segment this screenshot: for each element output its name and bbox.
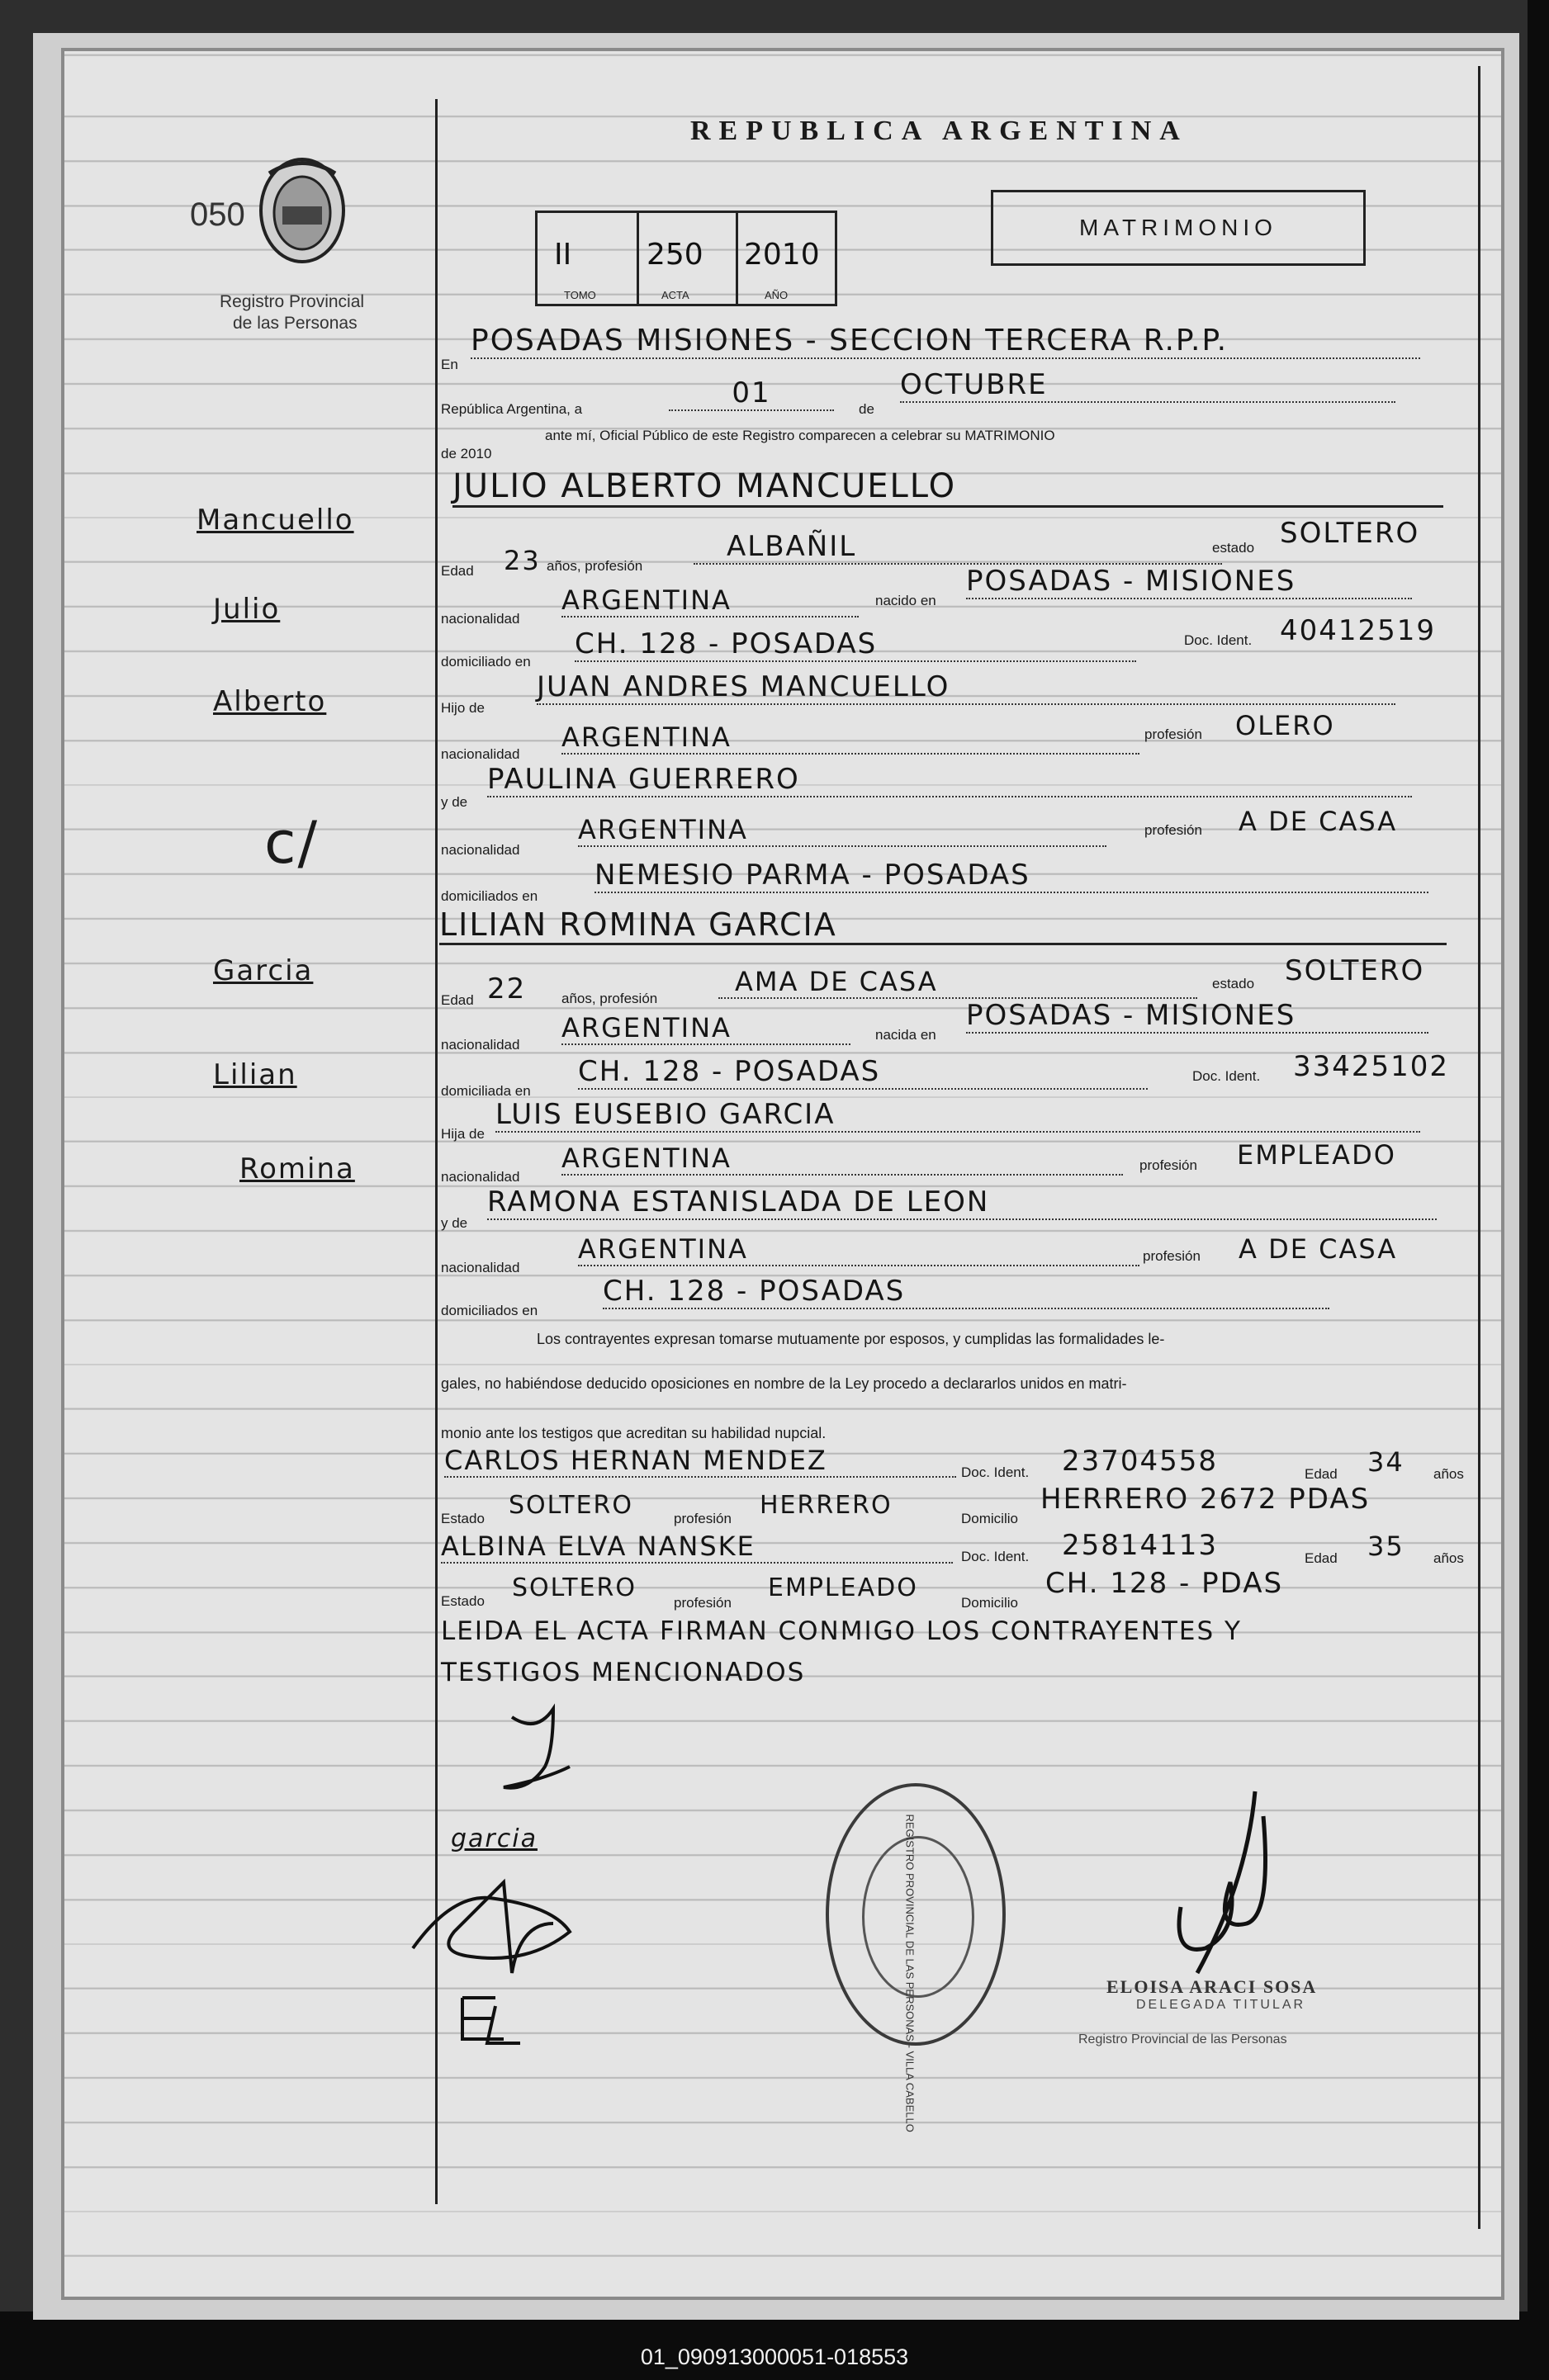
bride-father-nac-label: nacionalidad [441, 1169, 520, 1185]
bride-mother: RAMONA ESTANISLADA DE LEON [487, 1185, 1437, 1220]
witness2-doc: 25814113 [1062, 1529, 1219, 1562]
stamp-text: REGISTRO PROVINCIAL DE LAS PERSONAS - VILLA CABELLO [903, 1814, 917, 2132]
witness1-signature-icon [405, 1874, 586, 1990]
witness2-anos-label: años [1433, 1550, 1464, 1566]
act-type-box: MATRIMONIO [991, 190, 1366, 266]
groom-nationality: ARGENTINA [561, 584, 859, 617]
bride-mother-profession: A DE CASA [1239, 1233, 1398, 1265]
witness1-address: HERRERO 2672 PDAS [1040, 1483, 1371, 1516]
witness1-profession: HERRERO [760, 1491, 893, 1520]
record-box [535, 211, 837, 306]
witness2-signature-icon [446, 1990, 537, 2056]
bride-age: 22 [487, 972, 527, 1005]
witness1-age: 34 [1367, 1446, 1405, 1478]
witness1-edad-label: Edad [1305, 1466, 1338, 1482]
coat-of-arms-icon [244, 149, 360, 272]
bride-name: LILIAN ROMINA GARCIA [439, 906, 1447, 945]
witness2-age: 35 [1367, 1531, 1405, 1562]
place-field: POSADAS MISIONES - SECCION TERCERA R.P.P. [471, 324, 1420, 359]
groom-born: POSADAS - MISIONES [966, 565, 1412, 599]
comparecen-text: ante mí, Oficial Público de este Registro comparecen a celebrar su MATRIMONIO [545, 428, 1055, 443]
bride-address: CH. 128 - POSADAS [578, 1055, 1148, 1090]
witness2-domicilio-label: Domicilio [961, 1595, 1018, 1611]
groom-name: JULIO ALBERTO MANCUELLO [452, 467, 1443, 508]
groom-parents-address: NEMESIO PARMA - POSADAS [594, 859, 1428, 893]
margin-groom-first: Julio [213, 593, 281, 626]
declaration-line-3: monio ante los testigos que acreditan su habilidad nupcial. [441, 1425, 827, 1441]
bride-parents-address: CH. 128 - POSADAS [603, 1275, 1329, 1309]
tomo-label: TOMO [564, 289, 596, 301]
witness1-estado: SOLTERO [509, 1491, 633, 1520]
witness1-doc: 23704558 [1062, 1445, 1219, 1478]
registry-name-2: de las Personas [233, 314, 358, 333]
groom-mother: PAULINA GUERRERO [487, 763, 1412, 797]
groom-father: JUAN ANDRES MANCUELLO [537, 670, 1395, 705]
witness1-profesion-label: profesión [674, 1511, 732, 1526]
bride-signature: garcia [451, 1824, 538, 1853]
day-field: 01 [669, 376, 834, 411]
country-title: REPUBLICA ARGENTINA [690, 116, 1188, 146]
acta-value: 250 [647, 238, 703, 272]
groom-father-nac-label: nacionalidad [441, 746, 520, 762]
en-label: En [441, 357, 458, 372]
groom-edad-label: Edad [441, 563, 474, 579]
bride-father-prof-label: profesión [1139, 1157, 1197, 1173]
groom-profesion-label: años, profesión [547, 558, 643, 574]
groom-mother-nationality: ARGENTINA [578, 814, 1106, 847]
groom-estado-label: estado [1212, 540, 1255, 556]
closing-line-2: TESTIGOS MENCIONADOS [441, 1658, 806, 1687]
groom-doc-label: Doc. Ident. [1184, 632, 1253, 648]
bride-nac-label: nacionalidad [441, 1037, 520, 1053]
bride-hija-label: Hija de [441, 1126, 485, 1142]
declaration-line-1: Los contrayentes expresan tomarse mutuamente por esposos, y cumplidas las formalidades le- [537, 1331, 1165, 1347]
groom-dom-label: domiciliado en [441, 654, 531, 670]
groom-yde-label: y de [441, 794, 468, 810]
bride-father-profession: EMPLEADO [1237, 1139, 1396, 1171]
groom-hijo-label: Hijo de [441, 700, 485, 716]
groom-address: CH. 128 - POSADAS [575, 627, 1136, 662]
witness1-domicilio-label: Domicilio [961, 1511, 1018, 1526]
margin-groom-middle: Alberto [213, 685, 327, 718]
file-id: 01_090913000051-018553 [640, 2345, 909, 2369]
groom-doc: 40412519 [1280, 614, 1437, 647]
bride-mother-prof-label: profesión [1143, 1248, 1201, 1264]
acta-label: ACTA [661, 289, 689, 301]
anio-value: 2010 [744, 238, 820, 272]
witness2-doc-label: Doc. Ident. [961, 1549, 1030, 1564]
witness2-estado: SOLTERO [512, 1573, 637, 1602]
witness2-name: ALBINA ELVA NANSKE [441, 1531, 953, 1564]
groom-father-profession: OLERO [1235, 710, 1335, 741]
official-name: ELOISA ARACI SOSA [1106, 1976, 1318, 1997]
anio-label: AÑO [765, 289, 789, 301]
bride-estado-label: estado [1212, 976, 1255, 991]
bride-edad-label: Edad [441, 992, 474, 1008]
official-title: DELEGADA TITULAR [1136, 1998, 1306, 2012]
margin-bride-middle: Romina [239, 1152, 355, 1185]
bride-profesion-label: años, profesión [561, 991, 658, 1006]
bride-doc: 33425102 [1293, 1050, 1450, 1083]
groom-mother-prof-label: profesión [1144, 822, 1202, 838]
tomo-value: II [554, 238, 572, 272]
groom-father-prof-label: profesión [1144, 726, 1202, 742]
witness1-estado-label: Estado [441, 1511, 485, 1526]
witness1-doc-label: Doc. Ident. [961, 1464, 1030, 1480]
bride-nationality: ARGENTINA [561, 1012, 850, 1045]
bride-parents-dom-label: domiciliados en [441, 1303, 538, 1318]
groom-mother-profession: A DE CASA [1239, 806, 1398, 837]
witness2-profession: EMPLEADO [768, 1573, 918, 1602]
margin-bride-first: Lilian [213, 1058, 297, 1091]
groom-estado: SOLTERO [1280, 517, 1420, 550]
margin-bride-surname: Garcia [213, 954, 314, 987]
declaration-line-2: gales, no habiéndose deducido oposiciones en nombre de la Ley procedo a declararlos unidos en matri- [441, 1375, 1127, 1392]
groom-mother-nac-label: nacionalidad [441, 842, 520, 858]
groom-parents-dom-label: domiciliados en [441, 888, 538, 904]
witness2-estado-label: Estado [441, 1593, 485, 1609]
official-signature-icon [1148, 1783, 1288, 1998]
groom-nac-label: nacionalidad [441, 611, 520, 627]
bride-dom-label: domiciliada en [441, 1083, 531, 1099]
bride-yde-label: y de [441, 1215, 468, 1231]
bride-mother-nac-label: nacionalidad [441, 1260, 520, 1275]
groom-father-nationality: ARGENTINA [561, 722, 1139, 755]
margin-groom-surname: Mancuello [197, 504, 354, 537]
margin-conj: c/ [264, 809, 320, 877]
year-label: de 2010 [441, 446, 492, 461]
closing-line-1: LEIDA EL ACTA FIRMAN CONMIGO LOS CONTRAYENTES Y [441, 1616, 1242, 1646]
bride-estado: SOLTERO [1285, 954, 1425, 987]
right-border [1478, 66, 1480, 2229]
bride-born: POSADAS - MISIONES [966, 999, 1428, 1034]
witness2-address: CH. 128 - PDAS [1045, 1567, 1284, 1600]
bride-profession: AMA DE CASA [718, 966, 1197, 999]
groom-signature-icon [495, 1701, 611, 1800]
official-office: Registro Provincial de las Personas [1078, 2032, 1287, 2046]
witness2-profesion-label: profesión [674, 1595, 732, 1611]
month-field: OCTUBRE [900, 368, 1395, 403]
bride-father: LUIS EUSEBIO GARCIA [495, 1098, 1420, 1133]
republica-label: República Argentina, a [441, 401, 583, 417]
groom-nacido-label: nacido en [875, 593, 936, 608]
bride-nacida-label: nacida en [875, 1027, 936, 1043]
witness1-name: CARLOS HERNAN MENDEZ [444, 1445, 956, 1478]
page-number: 050 [190, 196, 245, 233]
de-label: de [859, 401, 874, 417]
bride-doc-label: Doc. Ident. [1192, 1068, 1261, 1084]
groom-age: 23 [504, 545, 541, 576]
groom-profession: ALBAÑIL [694, 530, 1222, 565]
witness1-anos-label: años [1433, 1466, 1464, 1482]
witness2-edad-label: Edad [1305, 1550, 1338, 1566]
registry-name-1: Registro Provincial [220, 292, 365, 311]
bride-father-nationality: ARGENTINA [561, 1143, 1123, 1176]
bride-mother-nationality: ARGENTINA [578, 1233, 1139, 1266]
